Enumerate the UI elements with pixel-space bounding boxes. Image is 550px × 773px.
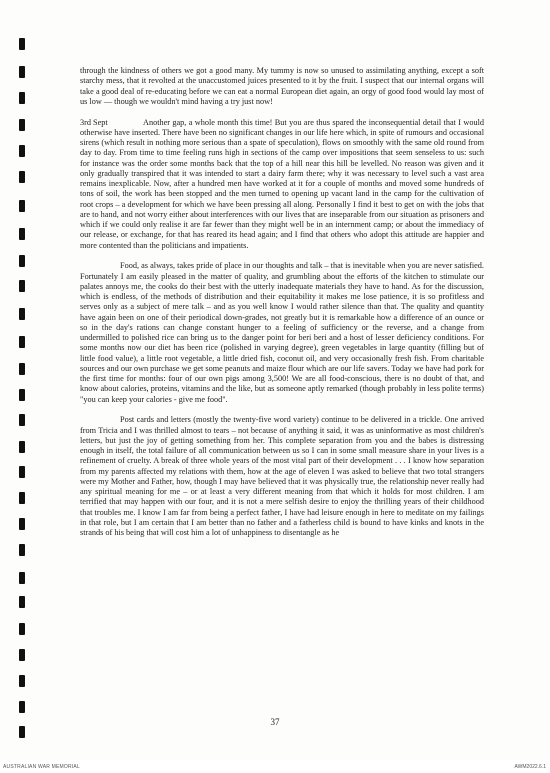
punch-hole: [19, 280, 25, 292]
archive-name: AUSTRALIAN WAR MEMORIAL: [3, 764, 80, 770]
letter-body: [80, 66, 484, 549]
punch-hole: [19, 623, 25, 635]
punch-hole: [19, 92, 25, 104]
paragraph-food: Food, as always, takes pride of place in our thoughts and talk – that is inevitable when you are never satisfied. Fortunately I am easily pleased in the matter of quality, and grumbling about the efforts of the kitchen to stimulate our palates annoys me, the cooks do their best with the utterly inadequate materials they have to hand. As for the discussion, which is endless, of the methods of distribution and their equitability it makes me lose patience, it is so profitless and serves only as a subject of mere talk – and as you well know I would rather silence than that. The quality and quantity have again been on one of their periodical down-grades, not greatly but it is remarkable how a difference of an ounce or so in the day's rations can change constant hunger to a feeling of sufficiency or the reverse, and a change from undermilled to polished rice can bring us to the danger point for beri beri and a host of lesser deficiency conditions. For some months now our diet has been rice (polished in varying degree), green vegetables in large quantity (filling but of little food value), a little root vegetable, a little dried fish, coconut oil, and very occasionally fresh fish. From charitable sources and our own purchase we get some peanuts and maize flour which are our life savers. Today we have had pork for the first time for months: four of our own pigs among 3,500! We are all food-conscious, there is no doubt of that, and know about calories, proteins, vitamins and the like, but as someone aptly remarked (though probably in less polite terms) "you can keep your calories - give me food".: [80, 261, 484, 404]
paragraph-letters: Post cards and letters (mostly the twenty-five word variety) continue to be delivered in a trickle. One arrived from Tricia and I was thrilled almost to tears – not because of anything it said, it was as uninformative as most children's letters, but just the joy of getting something from her. This complete separation from you and the babes is distressing enough in itself, the total failure of all communication between us so I can in some small measure share in your lives is a refinement of cruelty. A break of three whole years of the most vital part of their development . . . I know how separation from my parents affected my relations with them, how at the age of eleven I was asked to believe that two total strangers were my Mother and Father, how, though I may have believed that it was physically true, the relationship never really had any spiritual meaning for me – or at least a very different meaning from that which it holds for most children. I am terrified that may happen with our four, and it is not a mere selfish desire to enjoy the thrilling years of their childhood that troubles me. I know I am far from being a perfect father, I have had leisure enough in here to meditate on my failings in that role, but I am certain that I am better than no father and a fatherless child is bound to have kinks and knots in the strands of his being that will cost him a lot of unhappiness to disentangle as he: [80, 415, 484, 537]
punch-hole: [19, 38, 25, 50]
paragraph-dated-entry: [80, 118, 484, 251]
punch-hole: [19, 414, 25, 426]
punched-holes-margin: [19, 30, 28, 750]
punch-hole: [19, 200, 25, 212]
punch-hole: [19, 255, 25, 267]
punch-hole: [19, 596, 25, 608]
punch-hole: [19, 492, 25, 504]
punch-hole: [19, 336, 25, 348]
punch-hole: [19, 544, 25, 556]
punch-hole: [19, 363, 25, 375]
punch-hole: [19, 308, 25, 320]
entry-date: 3rd Sept: [80, 117, 108, 127]
punch-hole: [19, 145, 25, 157]
punch-hole: [19, 572, 25, 584]
punch-hole: [19, 649, 25, 661]
punch-hole: [19, 389, 25, 401]
punch-hole: [19, 441, 25, 453]
punch-hole: [19, 466, 25, 478]
paragraph-continuation: through the kindness of others we got a good many. My tummy is now so unused to assimilating anything, except a soft starchy mess, that it revolted at the unaccustomed juices presented to it by the fruit. I suspect that our internal organs will take a good deal of re-educating before we can eat a normal European diet again, an orgy of good food would lay most of us low — though we wouldn't mind having a try just now!: [80, 66, 484, 106]
punch-hole: [19, 675, 25, 687]
page-number: 37: [270, 717, 280, 727]
punch-hole: [19, 119, 25, 131]
punch-hole: [19, 228, 25, 240]
archive-footer: [0, 762, 550, 773]
punch-hole: [19, 518, 25, 530]
paragraph-text: Another gap, a whole month this time! But you are thus spared the inconsequential detail that I would otherwise have inserted. There have been no significant changes in our life here which, in spite of rumours and occasional sirens (which result in nothing more serious than a spate of speculation), flows on smoothly with the same old round from day to day. From time to time feeling runs high in sections of the camp over impositions that seem senseless to us: such for instance was the order some months back that the top of a hill near this hill be levelled. No reason was given and it only gradually transpired that it was intended to start a dairy farm there; why it was necessary to level such a vast area remains inexplicable. Now, after a hundred men have worked at it for a couple of months and moved some hundreds of tons of soil, the work has been stopped and the men turned to opening up vacant land in the camp for the cultivation of root crops – a development for which we have been pressing all along. Personally I find it best to get on with the jobs that are to hand, and not worry either about interferences with our lives that are inseparable from our situation as prisoners and which if we could only realise it are far fewer than they might well be in an internment camp; or about the immediacy of our release, or exchange, for that has reared its head again; and I find that others who adopt this attitude are happier and more contented than the politicians and impatients.: [80, 117, 484, 250]
archive-reference: AWM2022.6.1: [514, 764, 546, 770]
punch-hole: [19, 726, 25, 738]
punch-hole: [19, 171, 25, 183]
punch-hole: [19, 66, 25, 78]
punch-hole: [19, 701, 25, 713]
